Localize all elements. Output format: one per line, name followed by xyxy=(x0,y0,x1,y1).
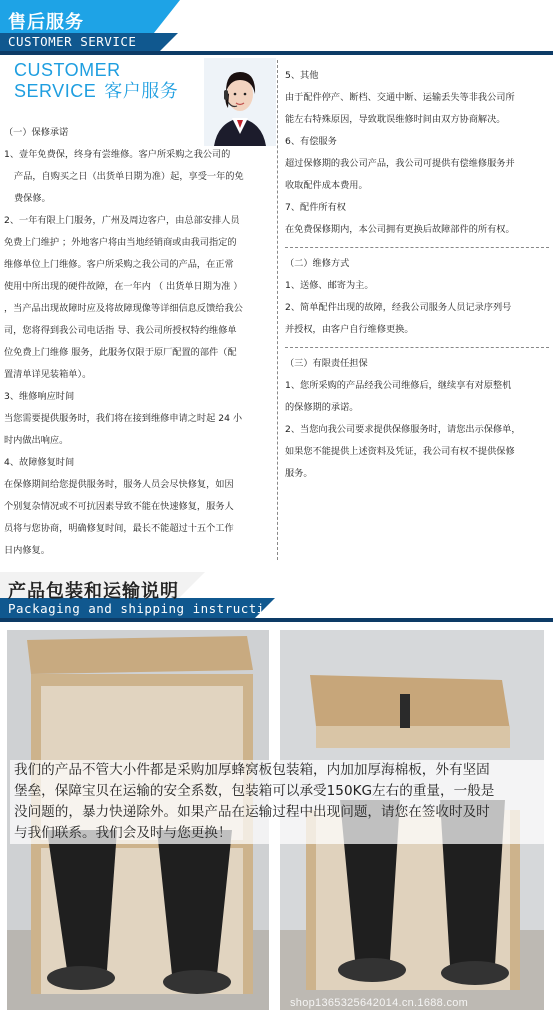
section-heading: （一）保修承诺 xyxy=(4,127,69,138)
packaging-title-cn: 产品包装和运输说明 xyxy=(8,581,179,602)
shop-watermark: shop1365325642014.cn.1688.com xyxy=(290,997,469,1009)
service-title-cn: 售后服务 xyxy=(8,12,84,33)
packaging-header xyxy=(0,572,553,622)
column-divider xyxy=(277,60,278,560)
section-heading: （二）维修方式 xyxy=(285,258,350,269)
service-title-en: CUSTOMER SERVICE xyxy=(8,34,137,49)
warranty-left-column: （一）保修承诺 1、壹年免费保，终身有尝维修。客户所采购之我公司的 产品，自购买之日（出货单日期为准）起，享受一年的免 费保修。 2、一年有限上门服务，广州及周边客户，由总部安排人员 免费上门维护 ；外地客户将由当地经销商或由我司指定的 维修单位上门维修。客户所采购之我公司的产品，在正常 使用中所出现的硬件故障，在一年内 （ 出货单日期为准 ） ，当产品出现故障时应及将故障现像等详细信息反馈给我公 司，您将得到我公司电话指 导、我公司所授权特约维修单 位免费上门维修 服务，此服务仅限于原厂配置的部件（配 置清单详见装箱单）。 3、维修响应时间 当您需要提供服务时，我们将在接到维修申请之时起 24 小 时内做出响应。 4、故障修复时间 在保修期间给您提供服务时，服务人员会尽快修复，如因 个别复杂情况或不可抗因素导致不能在快速修复，服务人 员将与您协商，明确修复时间，最长不能超过十五个工作 日内修复。 xyxy=(4,122,274,562)
service-header xyxy=(0,0,553,58)
section-heading: （三）有限责任担保 xyxy=(285,358,368,369)
customer-service-title: CUSTOMER SERVICE 客户服务 xyxy=(14,60,179,101)
warranty-right-column: 5、其他 由于配件停产、断档、交通中断、运输丢失等非我公司所 能左右特殊原因，导致耽误维修时间由双方协商解决。 6、有偿服务 超过保修期的我公司产品，我公司可提供有偿维修服务并 收取配件成本费用。 7、配件所有权 在免费保修期内，本公司拥有更换后故障部件的所有权。 （二）维修方式 1、送修、邮寄为主。 2、简单配件出现的故障，经我公司服务人员记录序列号 并授权，由客户自行维修更换。 （三）有限责任担保 1、您所采购的产品经我公司维修后，继续享有对原整机 的保修期的承诺。 2、当您向我公司要求提供保修服务时，请您出示保修单， 如果您不能提供上述资料及凭证，我公司有权不提供保修 服务。 xyxy=(285,65,549,485)
packaging-title-en: Packaging and shipping instructions xyxy=(8,601,289,616)
shipping-note: 我们的产品不管大小件都是采购加厚蜂窝板包装箱，内加加厚海棉板，外有坚固 堡垒，保障宝贝在运输的安全系数，包装箱可以承受150KG左右的重量，一般是 没问题的，暴力快递除外。如果产品在运输过程中出现问题，请您在签收时及时 与我们联系。我们会及时与您更换！ xyxy=(14,762,495,841)
section-divider xyxy=(285,347,549,348)
section-divider xyxy=(285,247,549,248)
